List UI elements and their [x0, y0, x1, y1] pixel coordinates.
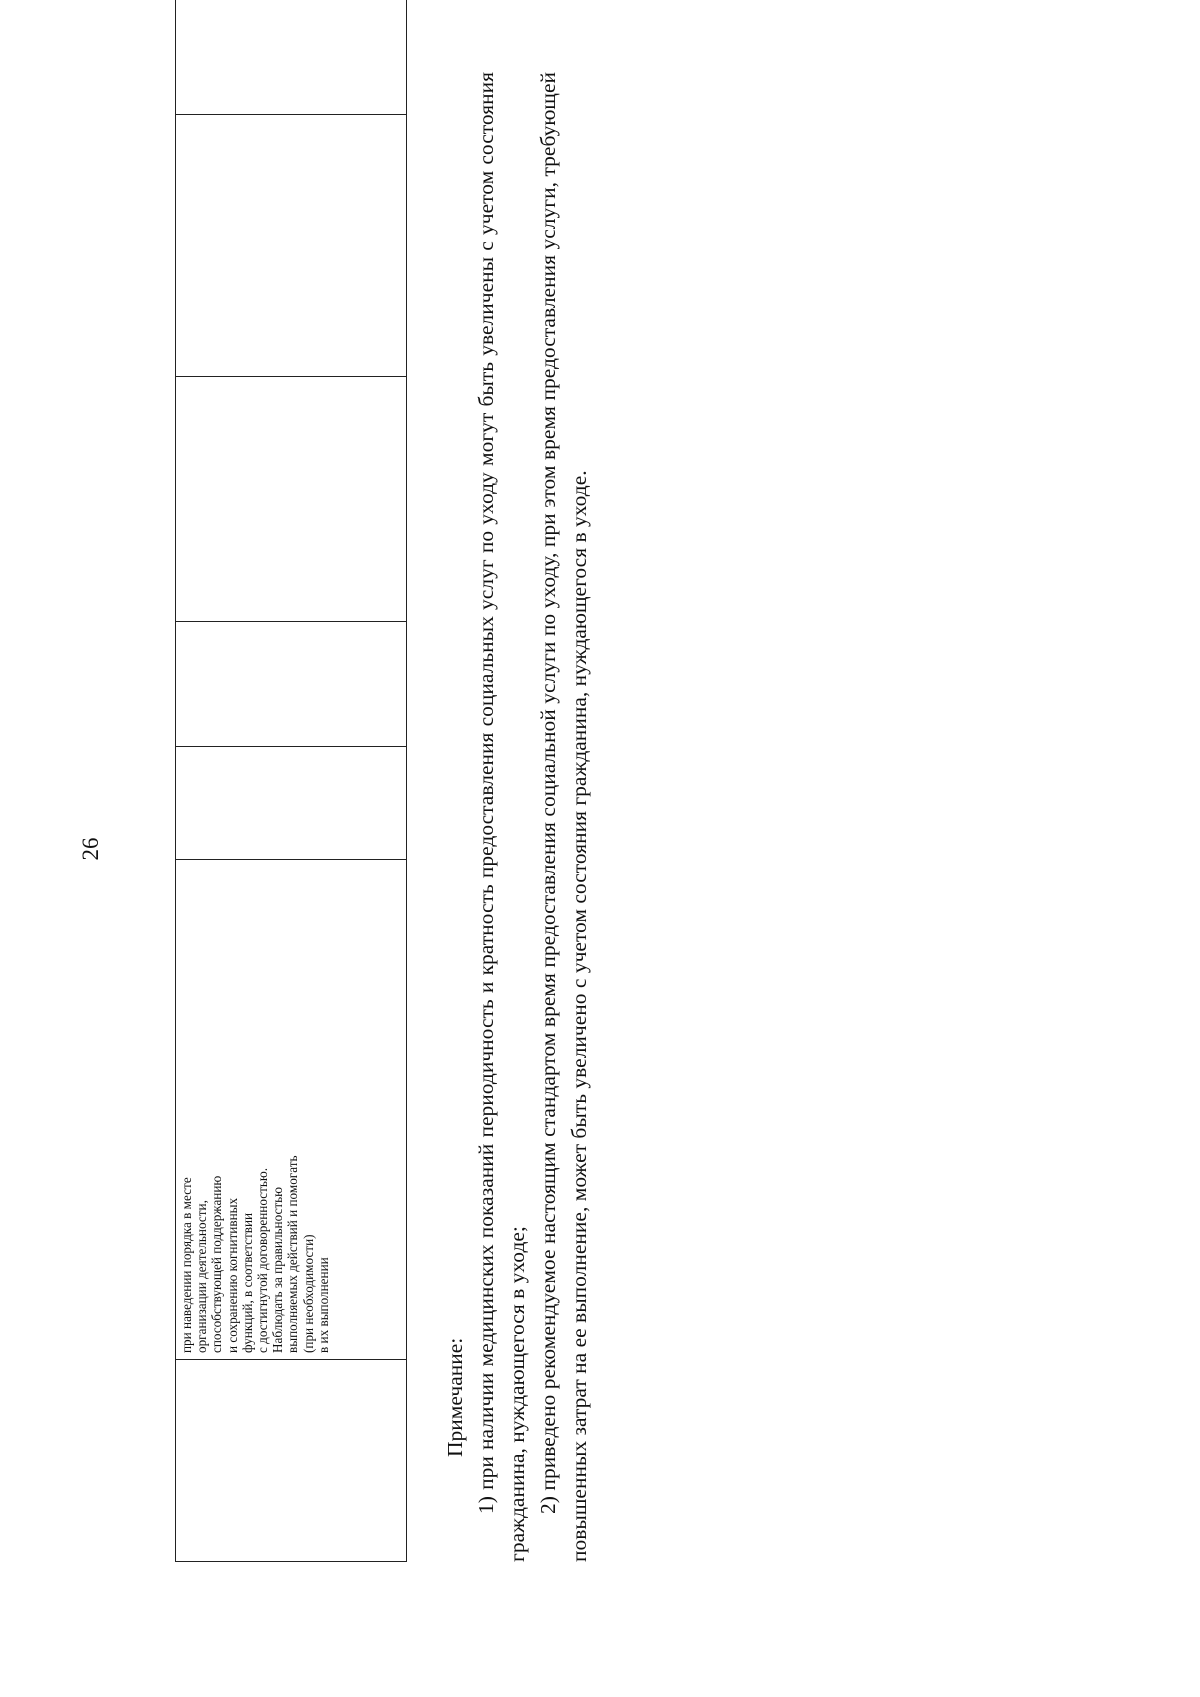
- note-heading: Примечание:: [443, 1337, 467, 1457]
- table-row: [176, 0, 407, 1562]
- page-number: 26: [78, 837, 103, 861]
- table-cell-notes: [176, 0, 407, 115]
- services-table: [175, 0, 407, 1562]
- table-cell-periodicity: [176, 747, 407, 860]
- table-cell-time: [176, 377, 407, 622]
- table-cell-description: [176, 860, 407, 1360]
- table-cell-conditions: [176, 115, 407, 377]
- note-item-2: 2) приведено рекомендуемое настоящим стандартом время предоставления социальной услуги по уходу, при этом время предоставления услуги, требующей повышенных затрат на ее выполнение, может быть увеличено с учетом состояния гражданина, нуждающегося в уходе.: [536, 72, 591, 1562]
- note-item-1: 1) при наличии медицинских показаний периодичность и кратность предоставления социальных услуг по уходу могут быть увеличены с учетом состояния гражданина, нуждающегося в уходе;: [474, 72, 529, 1562]
- table-cell-frequency: [176, 622, 407, 747]
- service-description: при наведении порядка в месте организации деятельности, способствующей поддержанию и сохранению когнитивных функций, в соответствии с достигнутой договоренностью. Наблюдать за правильностью выполняемых действий и помогать (при необходимости) в их выполнении: [179, 1155, 331, 1353]
- table-cell-number: [176, 1360, 407, 1562]
- note-section: [440, 72, 595, 1562]
